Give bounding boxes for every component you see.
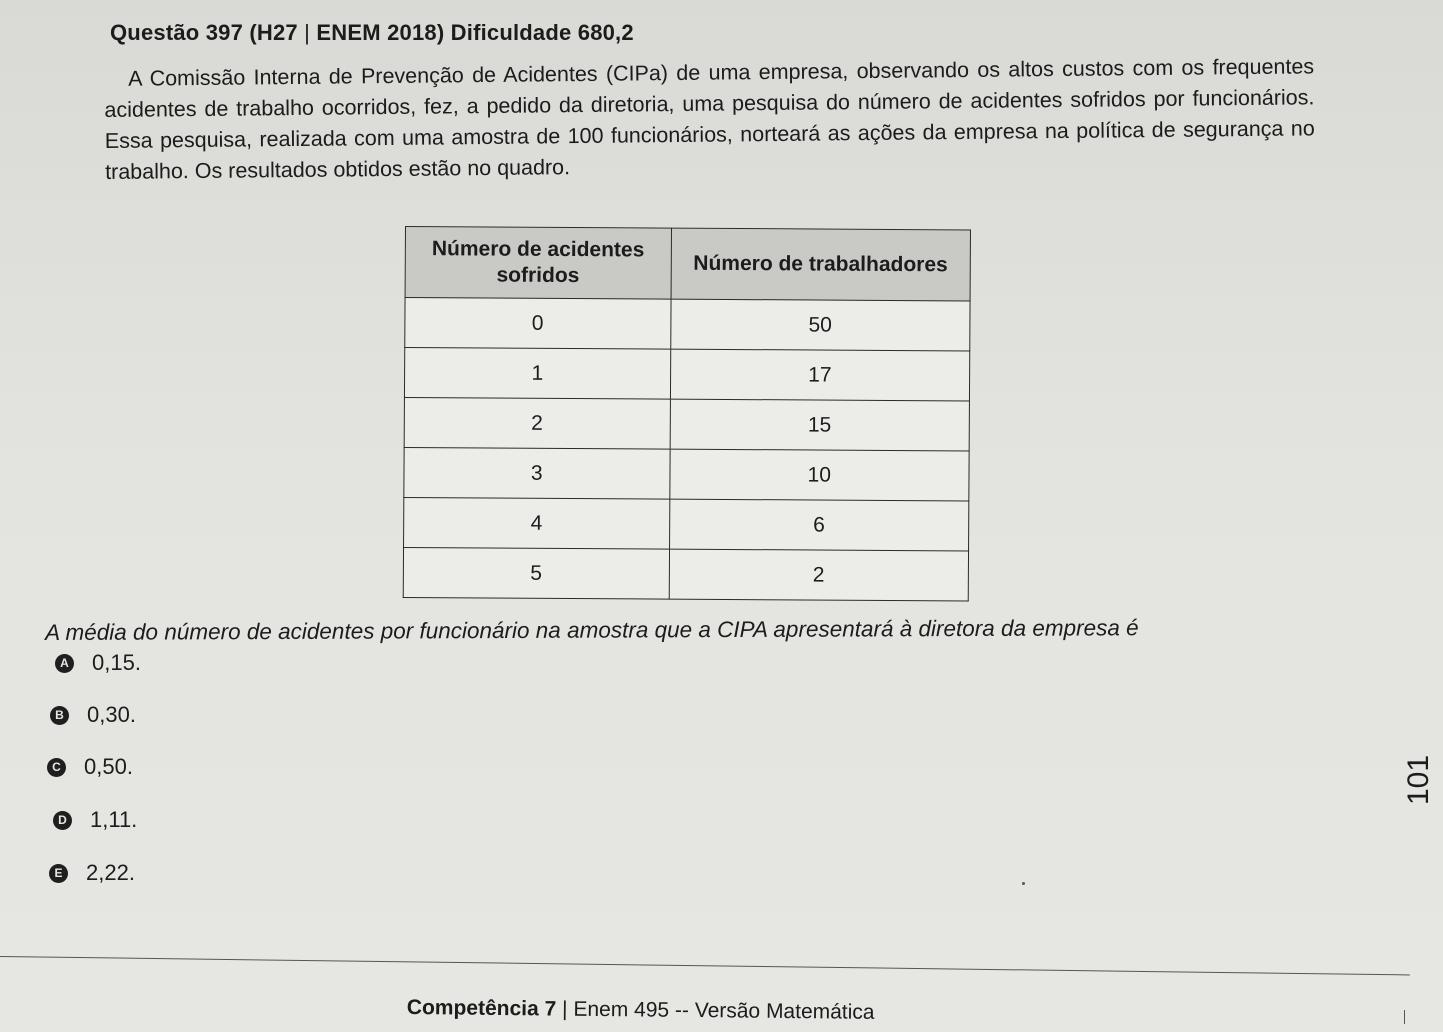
header-separator: | [304, 20, 311, 45]
accidents-cell: 4 [404, 497, 670, 549]
workers-cell: 2 [669, 549, 969, 601]
option-c[interactable] [47, 754, 133, 780]
workers-cell: 10 [669, 449, 969, 501]
footer-divider-tick [1404, 1010, 1405, 1024]
question-statement: A Comissão Interna de Prevenção de Acidentes (CIPa) de uma empresa, observando os altos custos com os frequentes acidentes de trabalho ocorridos, fez, a pedido da diretoria, uma pesquisa do número de acidentes sofridos por funcionários. Essa pesquisa, realizada com uma amostra de 100 funcionários, norteará as ações da empresa na política de segurança no trabalho. Os resultados obtidos estão no quadro. [104, 54, 1315, 184]
page-footer [407, 996, 875, 1025]
question-prompt: A média do número de acidentes por funcionário na amostra que a CIPA apresentará à diretora da empresa é [45, 615, 1139, 645]
option-letter-badge: E [49, 864, 68, 883]
table-header-row [405, 227, 970, 301]
header-accidents: Número de acidentes sofridos [405, 227, 671, 300]
accidents-cell: 0 [405, 298, 671, 350]
option-text: 0,15. [92, 650, 141, 675]
table-row [404, 348, 969, 401]
difficulty-label: Dificuldade 680,2 [450, 20, 634, 45]
option-text: 1,11. [90, 807, 138, 832]
option-text: 2,22. [86, 860, 135, 885]
exam-name: ENEM 2018) [316, 20, 445, 45]
option-a[interactable] [55, 650, 141, 676]
option-letter-badge: A [55, 654, 74, 673]
workers-cell: 17 [670, 349, 970, 401]
option-e[interactable] [49, 860, 135, 886]
workers-cell: 50 [670, 299, 970, 351]
option-b[interactable] [50, 702, 136, 728]
option-letter-badge: D [53, 811, 72, 830]
accidents-cell: 1 [404, 348, 670, 400]
question-source: (H27 [249, 20, 298, 45]
footer-competencia: Competência 7 [406, 996, 557, 1021]
workers-cell: 15 [670, 399, 970, 451]
footer-edition: Enem 495 -- Versão Matemática [573, 997, 875, 1024]
question-header [110, 20, 634, 46]
table-row [405, 298, 970, 351]
page-number: 101 [1402, 754, 1435, 805]
table-row [403, 547, 968, 600]
header-workers: Número de trabalhadores [671, 228, 971, 301]
accidents-cell: 2 [404, 397, 670, 449]
table-row [404, 397, 969, 450]
table-row [404, 447, 969, 500]
accidents-cell: 5 [403, 547, 669, 599]
footer-separator: | [561, 997, 568, 1021]
question-id: Questão 397 [110, 20, 244, 45]
option-letter-badge: C [47, 758, 66, 777]
accidents-table-container [403, 226, 971, 601]
accidents-table [403, 226, 971, 601]
option-text: 0,30. [87, 702, 136, 727]
accidents-cell: 3 [404, 447, 670, 499]
option-letter-badge: B [50, 706, 69, 725]
table-row [404, 497, 969, 550]
option-text: 0,50. [84, 754, 133, 779]
stray-dot [1022, 882, 1025, 885]
footer-divider [0, 956, 1410, 975]
workers-cell: 6 [669, 499, 969, 551]
option-d[interactable] [53, 807, 137, 833]
